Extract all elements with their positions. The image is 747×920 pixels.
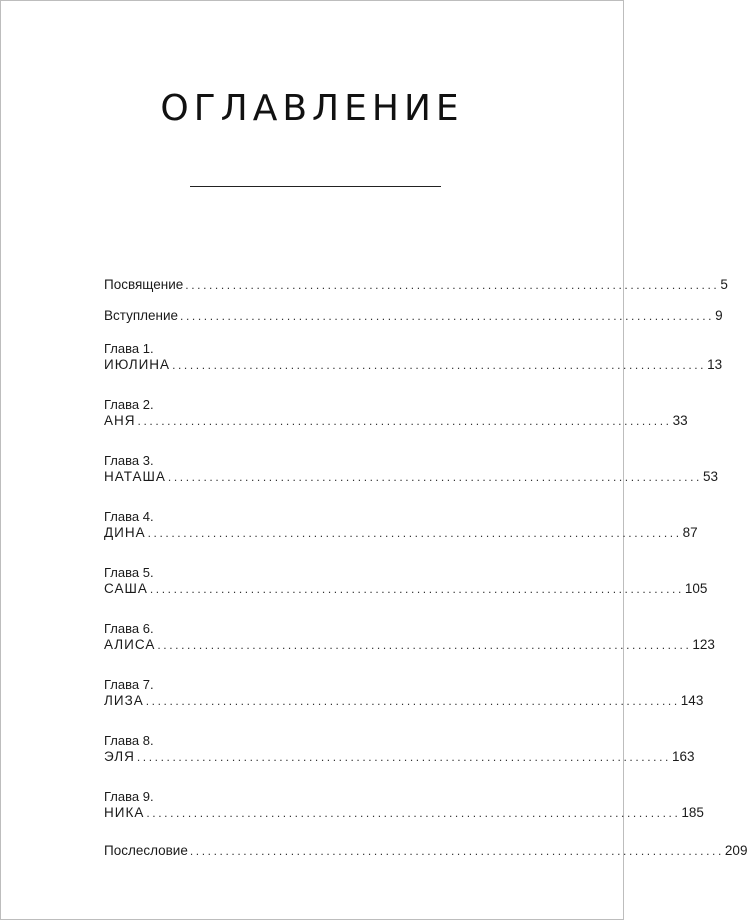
chapter-number: Глава 6. — [104, 621, 154, 636]
toc-entry-line — [104, 275, 728, 293]
chapter-number: Глава 2. — [104, 397, 154, 412]
dot-leader: .......................................................................................... — [157, 638, 692, 652]
entry-title: НАТАША — [104, 469, 166, 484]
dot-leader: .......................................................................................... — [185, 278, 720, 292]
toc-entry-afterword[interactable] — [104, 841, 747, 872]
entry-title: ЭЛЯ — [104, 749, 135, 764]
dot-leader: .......................................................................................... — [136, 750, 671, 764]
toc-entry-chapter-8[interactable] — [104, 733, 695, 785]
entry-title: ИЮЛИНА — [104, 357, 171, 372]
toc-entry-chapter-3[interactable] — [104, 453, 718, 505]
table-of-contents — [104, 275, 747, 872]
toc-entry-introduction[interactable] — [104, 306, 723, 337]
toc-entry-line — [104, 841, 747, 859]
entry-title: Посвящение — [104, 277, 184, 292]
entry-title: ЛИЗА — [104, 693, 144, 708]
dot-leader: .......................................................................................... — [172, 358, 707, 372]
entry-title: САША — [104, 581, 148, 596]
page-number: 9 — [715, 308, 723, 323]
chapter-number: Глава 5. — [104, 565, 154, 580]
toc-entry-line — [104, 748, 695, 765]
page-number: 123 — [692, 637, 715, 652]
dot-leader: .......................................................................................... — [147, 526, 682, 540]
toc-entry-chapter-2[interactable] — [104, 397, 688, 449]
toc-entry-line — [104, 356, 723, 373]
toc-entry-line — [104, 580, 708, 597]
toc-entry-line — [104, 804, 704, 821]
page-number: 13 — [707, 357, 723, 372]
toc-entry-chapter-6[interactable] — [104, 621, 715, 673]
page-number: 163 — [671, 749, 695, 764]
chapter-number: Глава 9. — [104, 789, 154, 804]
page-number: 33 — [672, 413, 688, 428]
chapter-number: Глава 3. — [104, 453, 154, 468]
page-number: 105 — [684, 581, 708, 596]
entry-title: АЛИСА — [104, 637, 156, 652]
chapter-number: Глава 8. — [104, 733, 154, 748]
toc-entry-chapter-5[interactable] — [104, 565, 708, 617]
page-title: ОГЛАВЛЕНИЕ — [160, 88, 464, 129]
dot-leader: .......................................................................................... — [145, 694, 680, 708]
page-number: 185 — [681, 805, 704, 820]
page-number: 87 — [682, 525, 698, 540]
toc-entry-line — [104, 412, 688, 429]
dot-leader: .......................................................................................... — [146, 806, 681, 820]
entry-title: Вступление — [104, 308, 179, 323]
toc-entry-chapter-9[interactable] — [104, 789, 704, 841]
entry-title: Послесловие — [104, 843, 188, 858]
chapter-number: Глава 4. — [104, 509, 154, 524]
dot-leader: .......................................................................................... — [180, 309, 715, 323]
toc-entry-dedication[interactable] — [104, 275, 728, 306]
entry-title: АНЯ — [104, 413, 136, 428]
page-number: 53 — [702, 469, 718, 484]
toc-entry-line — [104, 524, 698, 541]
toc-entry-line — [104, 636, 715, 653]
title-divider — [190, 186, 441, 187]
dot-leader: .......................................................................................... — [149, 582, 684, 596]
dot-leader: .......................................................................................... — [189, 844, 724, 858]
page-number: 209 — [724, 843, 747, 858]
toc-entry-line — [104, 692, 704, 709]
toc-entry-line — [104, 306, 723, 324]
chapter-number: Глава 1. — [104, 341, 154, 356]
entry-title: НИКА — [104, 805, 145, 820]
dot-leader: .......................................................................................... — [167, 470, 702, 484]
toc-entry-chapter-4[interactable] — [104, 509, 698, 561]
toc-entry-chapter-1[interactable] — [104, 341, 723, 393]
entry-title: ДИНА — [104, 525, 146, 540]
page-number: 5 — [720, 277, 728, 292]
dot-leader: .......................................................................................... — [137, 414, 672, 428]
page-number: 143 — [680, 693, 704, 708]
toc-entry-chapter-7[interactable] — [104, 677, 704, 729]
chapter-number: Глава 7. — [104, 677, 154, 692]
toc-entry-line — [104, 468, 718, 485]
